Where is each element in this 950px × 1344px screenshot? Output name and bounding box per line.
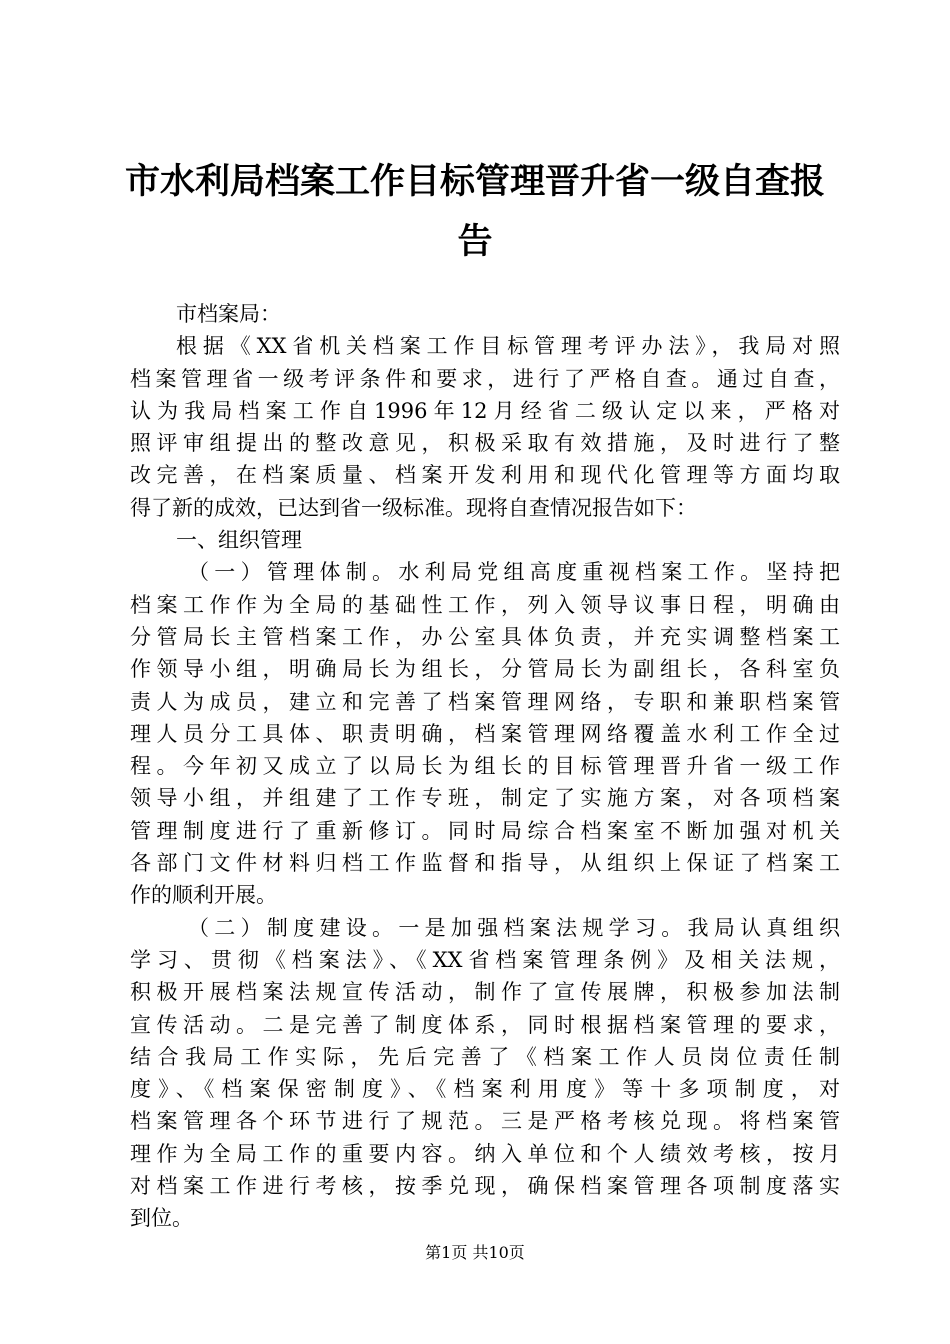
paragraph-line: 程。今年初又成立了以局长为组长的目标管理晋升省一级工作 <box>130 754 840 779</box>
paragraph-line: 改完善，在档案质量、档案开发利用和现代化管理等方面均取 <box>130 463 840 488</box>
paragraph-line: 各部门文件材料归档工作监督和指导，从组织上保证了档案工 <box>130 851 840 876</box>
paragraph-line: 档案管理省一级考评条件和要求，进行了严格自查。通过自查， <box>130 366 840 391</box>
paragraph-line: 分管局长主管档案工作，办公室具体负责，并充实调整档案工 <box>130 624 840 649</box>
document-title-line-1: 市水利局档案工作目标管理晋升省一级自查报 <box>124 162 825 202</box>
paragraph-line: 认为我局档案工作自1996年12月经省二级认定以来，严格对 <box>130 398 840 423</box>
document-title-line-2: 告 <box>457 222 493 262</box>
paragraph-line: 理作为全局工作的重要内容。纳入单位和个人绩效考核，按月 <box>130 1141 840 1166</box>
paragraph-line: 理人员分工具体、职责明确，档案管理网络覆盖水利工作全过 <box>130 721 840 746</box>
paragraph-line: 结合我局工作实际，先后完善了《档案工作人员岗位责任制 <box>130 1044 840 1069</box>
paragraph-line: 积极开展档案法规宣传活动，制作了宣传展牌，积极参加法制 <box>130 980 840 1005</box>
paragraph-line: 作的顺利开展。 <box>130 883 277 908</box>
paragraph-line: （二）制度建设。一是加强档案法规学习。我局认真组织 <box>188 915 840 940</box>
paragraph-line: 档案管理各个环节进行了规范。三是严格考核兑现。将档案管 <box>130 1109 840 1134</box>
paragraph-line: 得了新的成效，已达到省一级标准。现将自查情况报告如下： <box>130 495 697 520</box>
paragraph-line: 照评审组提出的整改意见，积极采取有效措施，及时进行了整 <box>130 431 840 456</box>
paragraph-line: （一）管理体制。水利局党组高度重视档案工作。坚持把 <box>188 560 840 585</box>
paragraph-line: 责人为成员，建立和完善了档案管理网络，专职和兼职档案管 <box>130 689 840 714</box>
paragraph-line: 档案工作作为全局的基础性工作，列入领导议事日程，明确由 <box>130 592 840 617</box>
section-heading: 一、组织管理 <box>176 528 302 553</box>
paragraph-line: 根据《XX省机关档案工作目标管理考评办法》，我局对照 <box>176 334 840 359</box>
paragraph-line: 作领导小组，明确局长为组长，分管局长为副组长，各科室负 <box>130 657 840 682</box>
paragraph-line: 到位。 <box>130 1206 193 1231</box>
paragraph-line: 学习、贯彻《档案法》、《XX省档案管理条例》及相关法规， <box>130 947 840 972</box>
paragraph-line: 领导小组，并组建了工作专班，制定了实施方案，对各项档案 <box>130 786 840 811</box>
paragraph-line: 度》、《档案保密制度》、《档案利用度》等十多项制度，对 <box>130 1077 840 1102</box>
document-body <box>130 298 840 1235</box>
paragraph-line: 宣传活动。二是完善了制度体系，同时根据档案管理的要求， <box>130 1012 840 1037</box>
salutation: 市档案局： <box>176 302 281 326</box>
page-footer: 第1页 共10页 <box>425 1243 525 1262</box>
paragraph-line: 管理制度进行了重新修订。同时局综合档案室不断加强对机关 <box>130 818 840 843</box>
paragraph-line: 对档案工作进行考核，按季兑现，确保档案管理各项制度落实 <box>130 1174 840 1199</box>
